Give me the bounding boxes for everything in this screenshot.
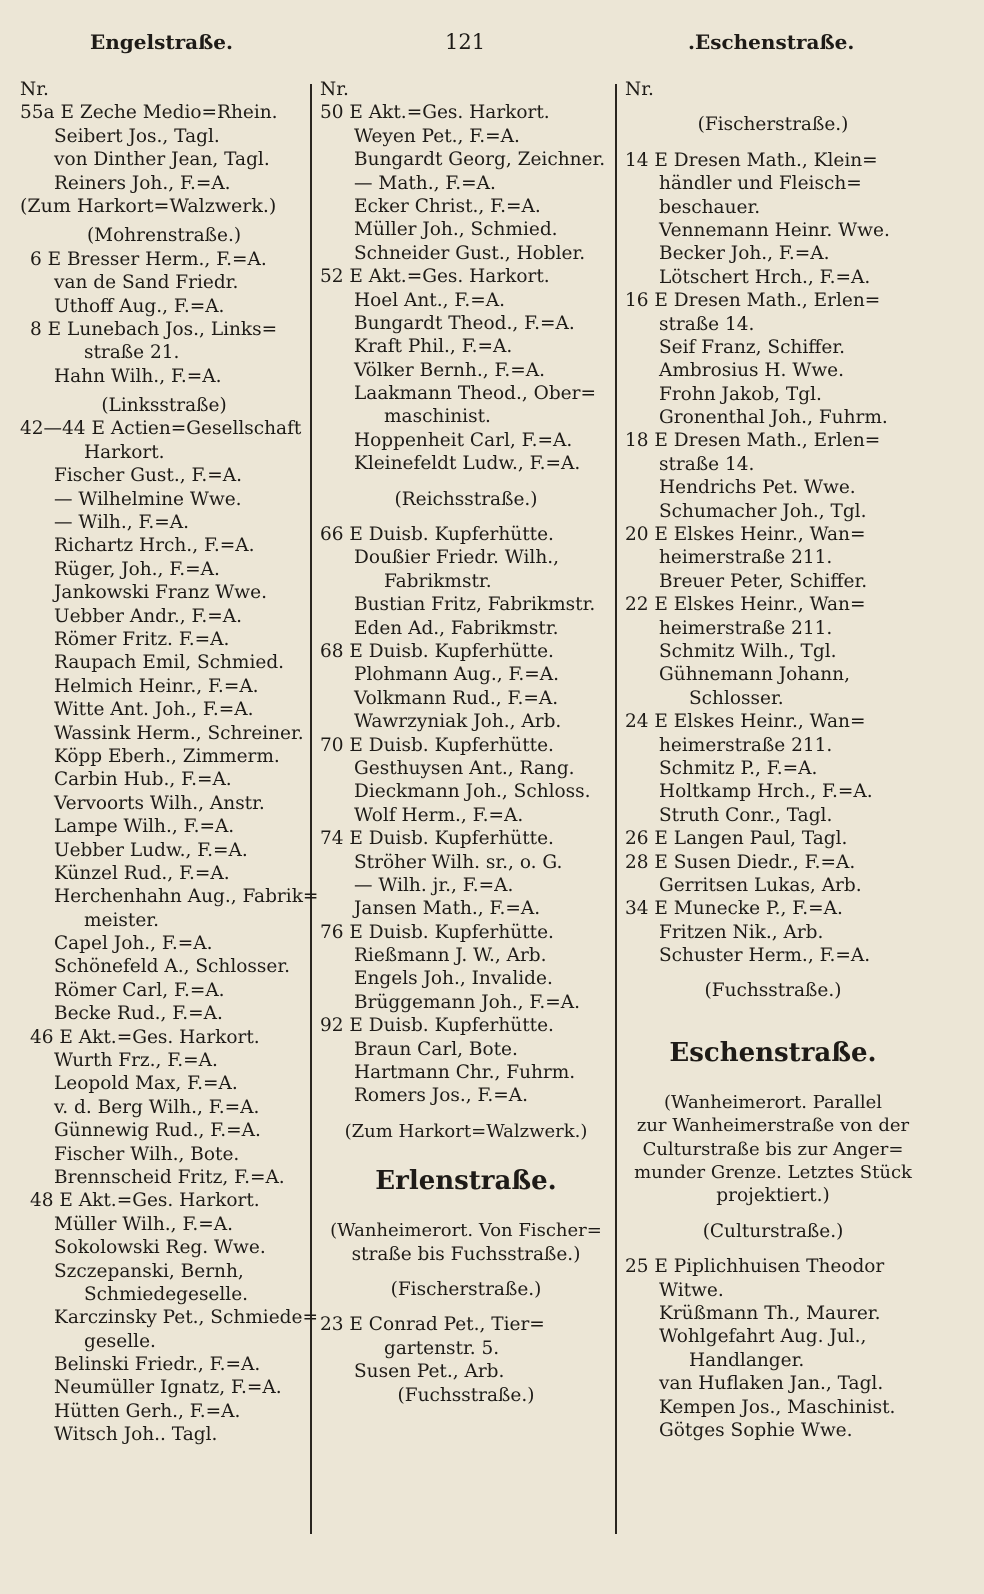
nr-label: Nr. bbox=[20, 79, 49, 100]
entry-resident: Gühnemann Johann, bbox=[659, 664, 850, 686]
street-description: projektiert.) bbox=[716, 1185, 830, 1207]
entry-resident: Laakmann Theod., Ober= bbox=[354, 383, 596, 405]
entry-resident: Witte Ant. Joh., F.=A. bbox=[54, 699, 254, 721]
entry-resident: Eden Ad., Fabrikmstr. bbox=[354, 617, 559, 639]
entry-house: 52 E Akt.=Ges. Harkort. bbox=[320, 266, 550, 288]
entry-resident: Weyen Pet., F.=A. bbox=[354, 125, 520, 147]
entry-resident: Neumüller Ignatz, F.=A. bbox=[54, 1377, 282, 1399]
entry-resident: Engels Joh., Invalide. bbox=[354, 968, 553, 990]
column-2 bbox=[320, 78, 612, 1407]
entry-resident: Fischer Gust., F.=A. bbox=[54, 465, 243, 487]
entry-resident: Plohmann Aug., F.=A. bbox=[354, 664, 560, 686]
entry-house: 76 E Duisb. Kupferhütte. bbox=[320, 921, 554, 943]
entry-resident: Uebber Ludw., F.=A. bbox=[54, 839, 248, 861]
entry-house: 46 E Akt.=Ges. Harkort. bbox=[30, 1026, 260, 1048]
entry-resident: Fischer Wilh., Bote. bbox=[54, 1143, 240, 1165]
entry-house: 48 E Akt.=Ges. Harkort. bbox=[30, 1190, 260, 1212]
entry-resident: Schuster Herm., F.=A. bbox=[659, 945, 871, 967]
entry-resident: Braun Carl, Bote. bbox=[354, 1038, 518, 1060]
entry-resident: Romers Jos., F.=A. bbox=[354, 1085, 529, 1107]
entry-resident: Schmitz P., F.=A. bbox=[659, 757, 818, 779]
nr-label: Nr. bbox=[320, 79, 349, 100]
entry-resident: Ambrosius H. Wwe. bbox=[659, 360, 844, 382]
entry-resident: Gesthuysen Ant., Rang. bbox=[354, 757, 575, 779]
entry-resident: Sokolowski Reg. Wwe. bbox=[54, 1237, 266, 1259]
entry-house: 55a E Zeche Medio=Rhein. bbox=[20, 102, 278, 124]
entry-resident: Seif Franz, Schiffer. bbox=[659, 336, 846, 358]
entry-resident: Müller Joh., Schmied. bbox=[354, 219, 558, 241]
entry-continuation: heimerstraße 211. bbox=[659, 547, 833, 569]
street-description: (Wanheimerort. Von Fischer= bbox=[330, 1220, 602, 1242]
entry-resident: Volkmann Rud., F.=A. bbox=[354, 687, 559, 709]
entry-house: 16 E Dresen Math., Erlen= bbox=[625, 290, 881, 312]
column-1 bbox=[20, 78, 319, 1447]
entry-house: 70 E Duisb. Kupferhütte. bbox=[320, 734, 554, 756]
entry-resident: Susen Pet., Arb. bbox=[354, 1361, 505, 1383]
entry-resident: Brennscheid Fritz, F.=A. bbox=[54, 1166, 285, 1188]
entry-house: 8 E Lunebach Jos., Links= bbox=[30, 318, 278, 340]
cross-street: (Fuchsstraße.) bbox=[397, 1384, 535, 1406]
entry-resident: Becke Rud., F.=A. bbox=[54, 1003, 223, 1025]
entry-continuation: Schlosser. bbox=[689, 687, 784, 709]
entry-resident: — Wilhelmine Wwe. bbox=[54, 488, 242, 510]
entry-resident: Gronenthal Joh., Fuhrm. bbox=[659, 407, 888, 429]
column-divider bbox=[615, 84, 617, 1534]
entry-resident: Wurth Frz., F.=A. bbox=[54, 1050, 218, 1072]
cross-street: (Reichsstraße.) bbox=[394, 488, 538, 510]
entry-house: 28 E Susen Diedr., F.=A. bbox=[625, 851, 856, 873]
column-3 bbox=[625, 78, 921, 1442]
entry-resident: Seibert Jos., Tagl. bbox=[54, 125, 220, 147]
entry-resident: v. d. Berg Wilh., F.=A. bbox=[54, 1096, 260, 1118]
section-note: (Zum Harkort=Walzwerk.) bbox=[20, 194, 277, 217]
entry-resident: van de Sand Friedr. bbox=[54, 272, 239, 294]
cross-street: (Fischerstraße.) bbox=[697, 114, 849, 136]
entry-house: 24 E Elskes Heinr., Wan= bbox=[625, 711, 866, 733]
entry-house: 68 E Duisb. Kupferhütte. bbox=[320, 640, 554, 662]
entry-resident: Völker Bernh., F.=A. bbox=[354, 359, 546, 381]
entry-resident: Bustian Fritz, Fabrikmstr. bbox=[354, 594, 596, 616]
entry-resident: Jansen Math., F.=A. bbox=[354, 898, 541, 920]
entry-resident: Raupach Emil, Schmied. bbox=[54, 652, 285, 674]
entry-resident: Kleinefeldt Ludw., F.=A. bbox=[354, 453, 581, 475]
entry-resident: Ecker Christ., F.=A. bbox=[354, 195, 541, 217]
entry-resident: Bungardt Theod., F.=A. bbox=[354, 312, 575, 334]
entry-house: 25 E Piplichhuisen Theodor bbox=[625, 1256, 885, 1278]
page-header bbox=[0, 30, 984, 60]
entry-resident: Herchenhahn Aug., Fabrik= bbox=[54, 886, 319, 908]
entry-resident: Hendrichs Pet. Wwe. bbox=[659, 477, 856, 499]
entry-house: 22 E Elskes Heinr., Wan= bbox=[625, 594, 866, 616]
street-description: zur Wanheimerstraße von der bbox=[636, 1115, 910, 1137]
entry-continuation: händler und Fleisch= bbox=[659, 173, 862, 195]
entry-resident: Wolf Herm., F.=A. bbox=[354, 804, 524, 826]
entry-resident: Carbin Hub., F.=A. bbox=[54, 769, 232, 791]
entry-resident: Krüßmann Th., Maurer. bbox=[659, 1302, 881, 1324]
entry-continuation: straße 21. bbox=[84, 342, 180, 364]
entry-resident: Hütten Gerh., F.=A. bbox=[54, 1400, 241, 1422]
entry-continuation: Schmiedegeselle. bbox=[84, 1283, 249, 1305]
entry-continuation: straße 14. bbox=[659, 313, 755, 335]
street-description: munder Grenze. Letztes Stück bbox=[634, 1162, 912, 1184]
entry-resident: Schmitz Wilh., Tgl. bbox=[659, 640, 837, 662]
entry-continuation: geselle. bbox=[84, 1330, 156, 1352]
entry-resident: Belinski Friedr., F.=A. bbox=[54, 1354, 261, 1376]
entry-house: 34 E Munecke P., F.=A. bbox=[625, 898, 843, 920]
entry-continuation: straße 14. bbox=[659, 453, 755, 475]
cross-street: (Fischerstraße.) bbox=[390, 1278, 542, 1300]
entry-resident: — Wilh., F.=A. bbox=[54, 512, 190, 534]
entry-resident: Schönefeld A., Schlosser. bbox=[54, 956, 291, 978]
entry-continuation: gartenstr. 5. bbox=[384, 1337, 500, 1359]
entry-resident: Capel Joh., F.=A. bbox=[54, 933, 213, 955]
entry-resident: Götges Sophie Wwe. bbox=[659, 1419, 853, 1441]
entry-house: 42—44 E Actien=Gesellschaft bbox=[20, 418, 302, 440]
entry-house: 18 E Dresen Math., Erlen= bbox=[625, 430, 881, 452]
entry-resident: von Dinther Jean, Tagl. bbox=[54, 149, 270, 171]
cross-street: (Linksstraße) bbox=[101, 395, 227, 417]
entry-resident: Vervoorts Wilh., Anstr. bbox=[54, 792, 265, 814]
entry-resident: Ströher Wilh. sr., o. G. bbox=[354, 851, 563, 873]
entry-continuation: Fabrikmstr. bbox=[384, 570, 492, 592]
entry-resident: Brüggemann Joh., F.=A. bbox=[354, 991, 580, 1013]
street-description: straße bis Fuchsstraße.) bbox=[351, 1243, 581, 1265]
entry-continuation: Handlanger. bbox=[689, 1349, 805, 1371]
entry-resident: Künzel Rud., F.=A. bbox=[54, 862, 230, 884]
entry-continuation: beschauer. bbox=[659, 196, 761, 218]
entry-resident: Lampe Wilh., F.=A. bbox=[54, 816, 235, 838]
entry-house: 66 E Duisb. Kupferhütte. bbox=[320, 524, 554, 546]
entry-resident: Holtkamp Hrch., F.=A. bbox=[659, 781, 873, 803]
entry-resident: Vennemann Heinr. Wwe. bbox=[659, 219, 890, 241]
cross-street: (Mohrenstraße.) bbox=[86, 225, 242, 247]
entry-resident: Struth Conr., Tagl. bbox=[659, 804, 833, 826]
entry-resident: Gerritsen Lukas, Arb. bbox=[659, 874, 862, 896]
entry-resident: Uthoff Aug., F.=A. bbox=[54, 295, 225, 317]
street-description: Culturstraße bis zur Anger= bbox=[642, 1138, 904, 1160]
entry-resident: Karczinsky Pet., Schmiede= bbox=[54, 1307, 318, 1329]
cross-street: (Culturstraße.) bbox=[702, 1220, 844, 1242]
entry-resident: Leopold Max, F.=A. bbox=[54, 1073, 238, 1095]
entry-resident: Wohlgefahrt Aug. Jul., bbox=[659, 1326, 867, 1348]
section-note: (Zum Harkort=Walzwerk.) bbox=[344, 1120, 588, 1142]
entry-resident: Becker Joh., F.=A. bbox=[659, 243, 830, 265]
entry-house: 50 E Akt.=Ges. Harkort. bbox=[320, 102, 550, 124]
entry-resident: Doußier Friedr. Wilh., bbox=[354, 547, 559, 569]
entry-house: 92 E Duisb. Kupferhütte. bbox=[320, 1015, 554, 1037]
entry-continuation: Harkort. bbox=[84, 441, 165, 463]
street-heading: Eschenstraße. bbox=[669, 1037, 877, 1068]
street-description: (Wanheimerort. Parallel bbox=[663, 1091, 883, 1113]
nr-label: Nr. bbox=[625, 79, 654, 100]
entry-continuation: heimerstraße 211. bbox=[659, 734, 833, 756]
entry-resident: Lötschert Hrch., F.=A. bbox=[659, 266, 871, 288]
entry-resident: Kraft Phil., F.=A. bbox=[354, 336, 513, 358]
running-head-right: .Eschenstraße. bbox=[688, 30, 855, 54]
running-head-left: Engelstraße. bbox=[90, 30, 233, 54]
entry-resident: Müller Wilh., F.=A. bbox=[54, 1213, 234, 1235]
entry-resident: Helmich Heinr., F.=A. bbox=[54, 675, 259, 697]
entry-resident: Dieckmann Joh., Schloss. bbox=[354, 781, 591, 803]
entry-resident: Fritzen Nik., Arb. bbox=[659, 921, 824, 943]
entry-continuation: meister. bbox=[84, 909, 159, 931]
entry-resident: Römer Carl, F.=A. bbox=[54, 979, 225, 1001]
entry-resident: Rüger, Joh., F.=A. bbox=[54, 558, 220, 580]
entry-resident: Breuer Peter, Schiffer. bbox=[659, 570, 868, 592]
entry-continuation: heimerstraße 211. bbox=[659, 617, 833, 639]
entry-continuation: maschinist. bbox=[384, 406, 491, 428]
entry-house: 14 E Dresen Math., Klein= bbox=[625, 149, 878, 171]
entry-resident: Richartz Hrch., F.=A. bbox=[54, 535, 255, 557]
entry-resident: Köpp Eberh., Zimmerm. bbox=[54, 745, 280, 767]
entry-resident: Hartmann Chr., Fuhrm. bbox=[354, 1062, 576, 1084]
entry-resident: Szczepanski, Bernh, bbox=[54, 1260, 244, 1282]
entry-resident: Uebber Andr., F.=A. bbox=[54, 605, 243, 627]
entry-resident: Witsch Joh.. Tagl. bbox=[54, 1424, 218, 1446]
entry-resident: Hahn Wilh., F.=A. bbox=[54, 365, 222, 387]
entry-resident: Wassink Herm., Schreiner. bbox=[54, 722, 304, 744]
entry-resident: Wawrzyniak Joh., Arb. bbox=[354, 711, 562, 733]
entry-house: 26 E Langen Paul, Tagl. bbox=[625, 828, 848, 850]
entry-house: 20 E Elskes Heinr., Wan= bbox=[625, 524, 866, 546]
entry-resident: Römer Fritz. F.=A. bbox=[54, 628, 230, 650]
entry-house: 6 E Bresser Herm., F.=A. bbox=[30, 248, 267, 270]
entry-resident: Rießmann J. W., Arb. bbox=[354, 945, 547, 967]
entry-resident: Reiners Joh., F.=A. bbox=[54, 172, 231, 194]
entry-resident: — Math., F.=A. bbox=[354, 172, 496, 194]
entry-resident: Bungardt Georg, Zeichner. bbox=[354, 149, 606, 171]
page-number: 121 bbox=[445, 30, 486, 54]
entry-resident: van Huflaken Jan., Tagl. bbox=[659, 1373, 884, 1395]
entry-resident: Schumacher Joh., Tgl. bbox=[659, 500, 867, 522]
entry-resident: Günnewig Rud., F.=A. bbox=[54, 1120, 261, 1142]
entry-resident: Hoel Ant., F.=A. bbox=[354, 289, 505, 311]
entry-resident: Schneider Gust., Hobler. bbox=[354, 242, 586, 264]
entry-resident: Hoppenheit Carl, F.=A. bbox=[354, 429, 573, 451]
entry-resident: Jankowski Franz Wwe. bbox=[54, 582, 267, 604]
entry-resident: Frohn Jakob, Tgl. bbox=[659, 383, 822, 405]
cross-street: (Fuchsstraße.) bbox=[704, 980, 842, 1002]
entry-resident: — Wilh. jr., F.=A. bbox=[354, 874, 514, 896]
entry-house: 74 E Duisb. Kupferhütte. bbox=[320, 828, 554, 850]
street-heading: Erlenstraße. bbox=[375, 1166, 557, 1197]
entry-resident: Kempen Jos., Maschinist. bbox=[659, 1396, 896, 1418]
entry-house: 23 E Conrad Pet., Tier= bbox=[320, 1314, 545, 1336]
entry-continuation: Witwe. bbox=[659, 1279, 724, 1301]
